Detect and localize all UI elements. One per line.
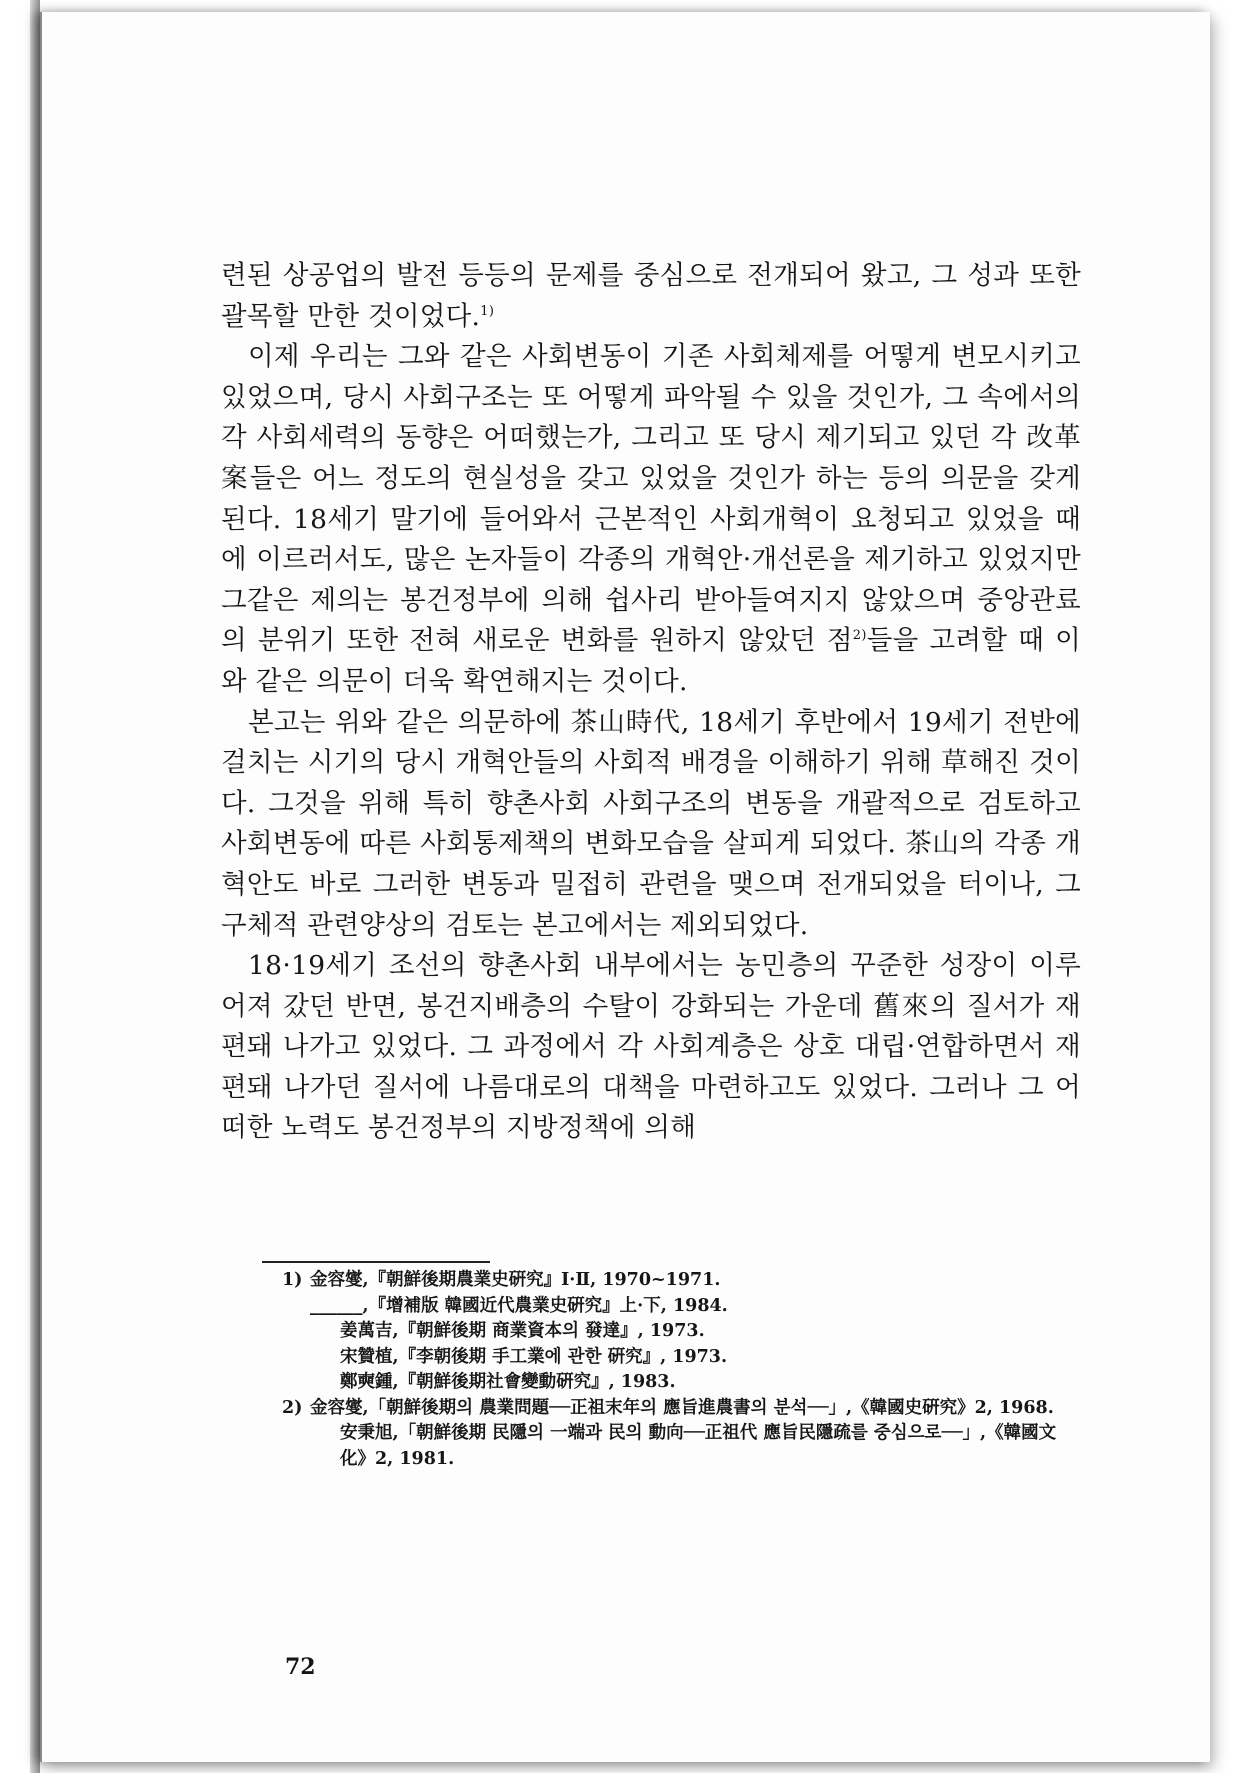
page-edge-shadow [30, 0, 40, 1773]
paragraph-1: 련된 상공업의 발전 등등의 문제를 중심으로 전개되어 왔고, 그 성과 또한 괄목할 만한 것이었다.$^{1)}$ [221, 260, 1081, 332]
footnotes [262, 1268, 1072, 1472]
footnote-line: 金容燮,『朝鮮後期農業史硏究』Ⅰ·Ⅱ, 1970~1971. [310, 1270, 721, 1290]
footnote-number: 2) [282, 1397, 303, 1418]
footnote-line: 金容燮,「朝鮮後期의 農業問題──正祖末年의 應旨進農書의 분석──」,《韓國史硏究》2, 1968. [310, 1397, 1054, 1418]
footnote-number: 1) [282, 1270, 303, 1290]
footnote-ref-1: 1) [480, 303, 495, 319]
body-text [221, 256, 1081, 1149]
page-number: 72 [285, 1654, 316, 1680]
paragraph-3: 본고는 위와 같은 의문하에 茶山時代, 18세기 후반에서 19세기 전반에 걸치는 시기의 당시 개혁안들의 사회적 배경을 이해하기 위해 草해진 것이다. 그것을 위해 특히 향촌사회 사회구조의 변동을 개괄적으로 검토하고 사회변동에 따른 사회통제책의 변화모습을 살피게 되었다. 茶山의 각종 개혁안도 바로 그러한 변동과 밀접히 관련을 맺으며 전개되었을 터이나, 그 구체적 관련양상의 검토는 본고에서는 제외되었다. [221, 706, 1081, 941]
paragraph-4: 18·19세기 조선의 향촌사회 내부에서는 농민층의 꾸준한 성장이 이루어져 갔던 반면, 봉건지배층의 수탈이 강화되는 가운데 舊來의 질서가 재편돼 나가고 있었다. 그 과정에서 각 사회계층은 상호 대립·연합하면서 재편돼 나가던 질서에 나름대로의 대책을 마련하고도 있었다. 그러나 그 어떠한 노력도 봉건정부의 지방정책에 의해 [221, 950, 1081, 1144]
footnote-1 [262, 1268, 1072, 1396]
footnote-line: 姜萬吉,『朝鮮後期 商業資本의 發達』, 1973. [340, 1321, 705, 1341]
footnote-line: 安秉旭,「朝鮮後期 民隱의 一端과 民의 動向──正祖代 應旨民隱疏를 중심으로──」,《韓國文化》2, 1981. [340, 1423, 1057, 1469]
footnote-line: 鄭奭鍾,『朝鮮後期社會變動硏究』, 1983. [340, 1372, 676, 1392]
footnote-divider [262, 1261, 490, 1263]
footnote-line: 宋贊植,『李朝後期 手工業에 관한 硏究』, 1973. [340, 1346, 728, 1367]
footnote-ref-2: 2) [852, 628, 867, 644]
paragraph-2: 이제 우리는 그와 같은 사회변동이 기존 사회체제를 어떻게 변모시키고 있었으며, 당시 사회구조는 또 어떻게 파악될 수 있을 것인가, 그 속에서의 각 사회세력의 동향은 어떠했는가, 그리고 또 당시 제기되고 있던 각 改革案들은 어느 정도의 현실성을 갖고 있었을 것인가 하는 등의 의문을 갖게 된다. 18세기 말기에 들어와서 근본적인 사회개혁이 요청되고 있었을 때에 이르러서도, 많은 논자들이 각종의 개혁안·개선론을 제기하고 있었지만 그같은 제의는 봉건정부에 의해 쉽사리 받아들여지지 않았으며 중앙관료의 분위기 또한 전혀 새로운 변화를 원하지 않았던 점$^{2)}$들을 고려할 때 이와 같은 의문이 더욱 확연해지는 것이다. [221, 341, 1081, 697]
footnote-2 [262, 1396, 1072, 1473]
footnote-line: ______,『增補版 韓國近代農業史硏究』上·下, 1984. [310, 1295, 728, 1316]
